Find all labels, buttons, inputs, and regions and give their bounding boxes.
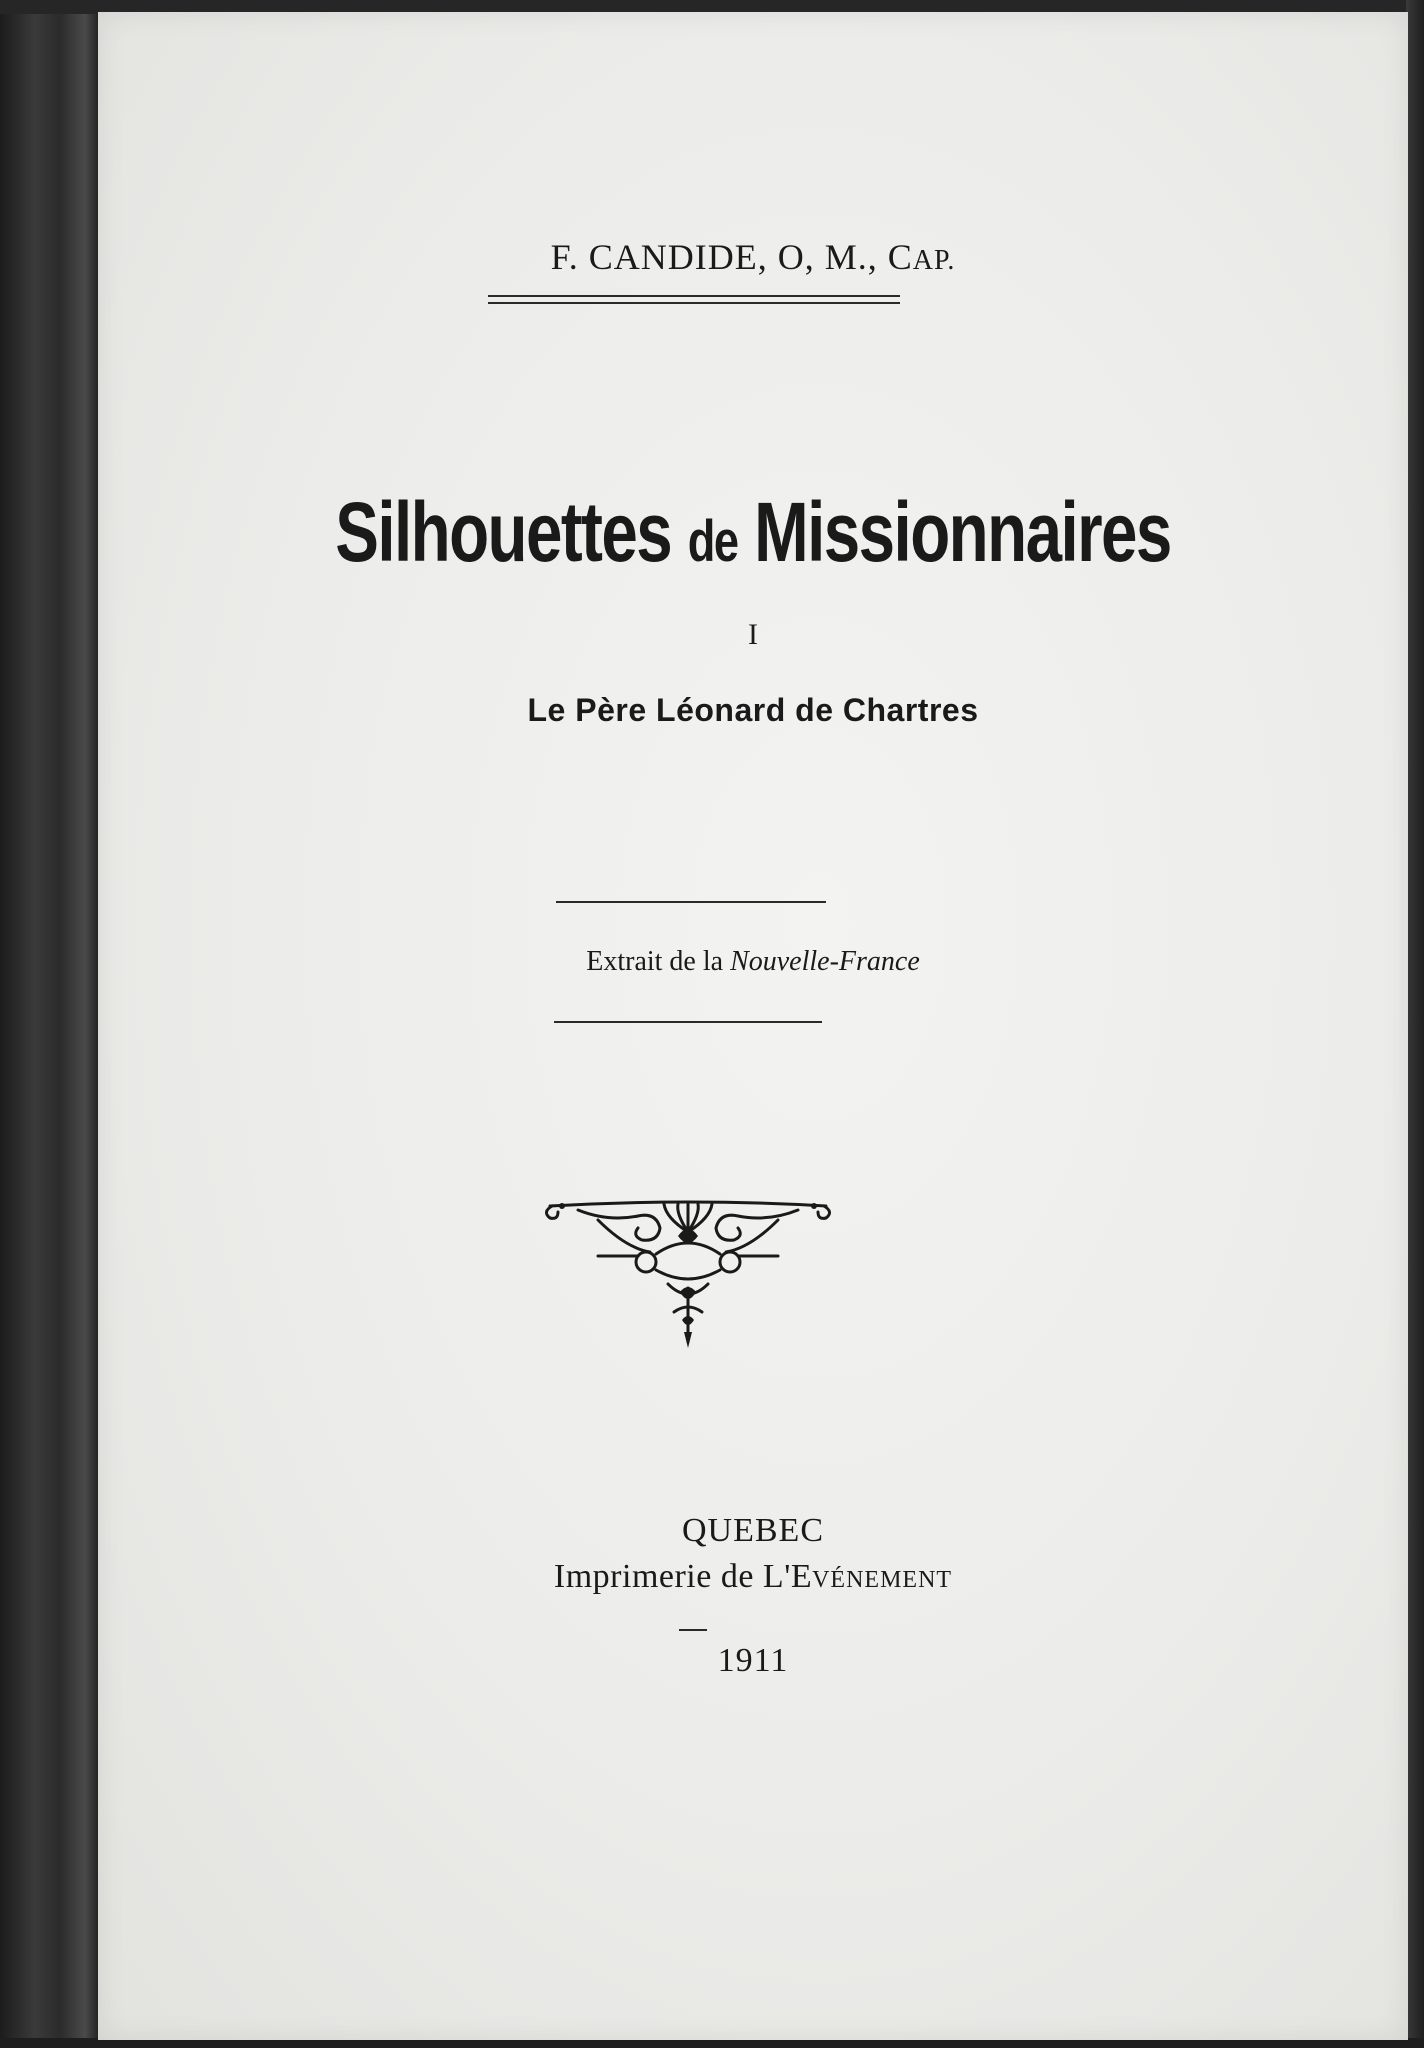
author-name-smallcaps: AP. [912,245,956,276]
book-title [242,484,1264,581]
imprint-short-rule [679,1629,707,1631]
extract-prefix: Extrait de la [586,946,731,977]
imprint-printer [98,1558,1408,1596]
book-subtitle: Le Père Léonard de Chartres [527,692,979,728]
title-part-2: de [687,509,738,574]
extract-source: Nouvelle-France [730,946,920,977]
printer-name: Imprimerie de L'E [553,1558,813,1595]
title-part-3: Missionnaires [737,485,1171,579]
divider-rule-bottom [554,1021,822,1023]
imprint-city: QUEBEC [682,1512,824,1549]
right-edge [1406,0,1424,2048]
book-binding [0,0,100,2048]
author-double-rule [488,295,900,304]
volume-number: I [748,618,758,651]
divider-rule-top [556,901,826,903]
printer-name-smallcaps: VÉNEMENT [812,1567,953,1593]
title-part-1: Silhouettes [335,485,688,579]
extract-line [98,946,1408,978]
title-page [98,12,1408,2040]
author-line [98,236,1408,278]
author-name: F. CANDIDE, O, M., C [550,237,913,277]
fleuron-ornament-icon [538,1192,838,1352]
imprint-year: 1911 [717,1642,789,1679]
